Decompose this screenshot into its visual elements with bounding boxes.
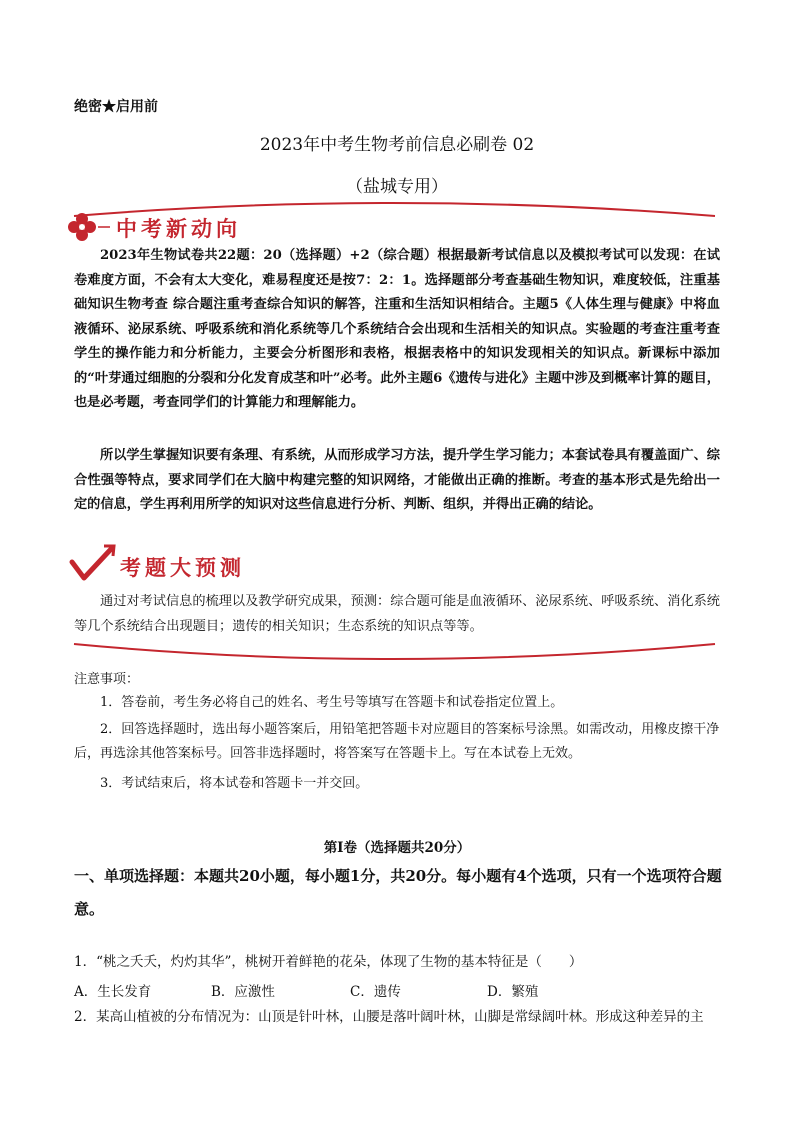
trend-heading: 中考新动向 [116,217,241,241]
question-1-option-b: B．应激性 [211,984,275,1000]
forecast-paragraph: 通过对考试信息的梳理以及教学研究成果，预测：综合题可能是血液循环、泌尿系统、呼吸系统、消化系统等几个系统结合出现题目；遗传的相关知识；生态系统的知识点等等。 [74,594,720,634]
question-2-stem: 2．某高山植被的分布情况为：山顶是针叶林，山腰是落叶阔叶林，山脚是常绿阔叶林。形成这种差异的主 [74,1009,704,1025]
question-1-stem: 1．“桃之夭夭，灼灼其华”，桃树开着鲜艳的花朵，体现了生物的基本特征是（ ） [74,954,583,970]
question-1-option-c: C．遗传 [350,984,401,1000]
question-1-option-a: A．生长发育 [74,984,152,1000]
section-divider [60,638,730,668]
confidential-label: 绝密★启用前 [74,99,158,115]
notice-item: 1．答卷前，考生务必将自己的姓名、考生号等填写在答题卡和试卷指定位置上。 [100,695,564,710]
question-1-option-d: D．繁殖 [487,984,539,1000]
check-arrow-icon [66,540,126,590]
notice-item: 3．考试结束后，将本试卷和答题卡一并交回。 [100,776,369,791]
clover-icon [68,213,96,241]
paper-subtitle: （盐城专用） [346,177,448,197]
section-instruction: 一、单项选择题：本题共20小题，每小题1分，共20分。每小题有4个选项，只有一个选项符合题意。 [74,867,722,918]
part-title: 第Ⅰ卷（选择题共20分） [323,840,471,856]
forecast-heading: 考题大预测 [120,556,245,580]
trend-paragraph-1: 2023年生物试卷共22题：20（选择题）+2（综合题）根据最新考试信息以及模拟考试可以发现：在试卷难度方面，不会有太大变化，难易程度还是按7：2：1。选择题部分考查基础生物知识，难度较低，注重基础知识生物考查 综合题注重考查综合知识的解答，注重和生活知识相结合。主题5《人体生理与健康》中将血液循环、泌尿系统、呼吸系统和消化系统等几个系统结合会出现和生活相关的知识点。实验题的考查注重考查学生的操作能力和分析能力，主要会分析图形和表格，根据表格中的知识发现相关的知识点。新课标中添加的“叶芽通过细胞的分裂和分化发育成茎和叶”必考。此外主题6《遗传与进化》主题中涉及到概率计算的题目，也是必考题，考查同学们的计算能力和理解能力。 [74,248,720,410]
trend-paragraph-2: 所以学生掌握知识要有条理、有系统，从而形成学习方法，提升学生学习能力；本套试卷具有覆盖面广、综合性强等特点，要求同学们在大脑中构建完整的知识网络，才能做出正确的推断。考查的基本形式是先给出一定的信息，学生再利用所学的知识对这些信息进行分析、判断、组织，并得出正确的结论。 [74,448,720,512]
notice-item: 2．回答选择题时，选出每小题答案后，用铅笔把答题卡对应题目的答案标号涂黑。如需改动，用橡皮擦干净后，再选涂其他答案标号。回答非选择题时，将答案写在答题卡上。写在本试卷上无效。 [74,722,720,761]
notice-label: 注意事项： [74,672,140,687]
paper-title: 2023年中考生物考前信息必刷卷 02 [259,135,535,155]
